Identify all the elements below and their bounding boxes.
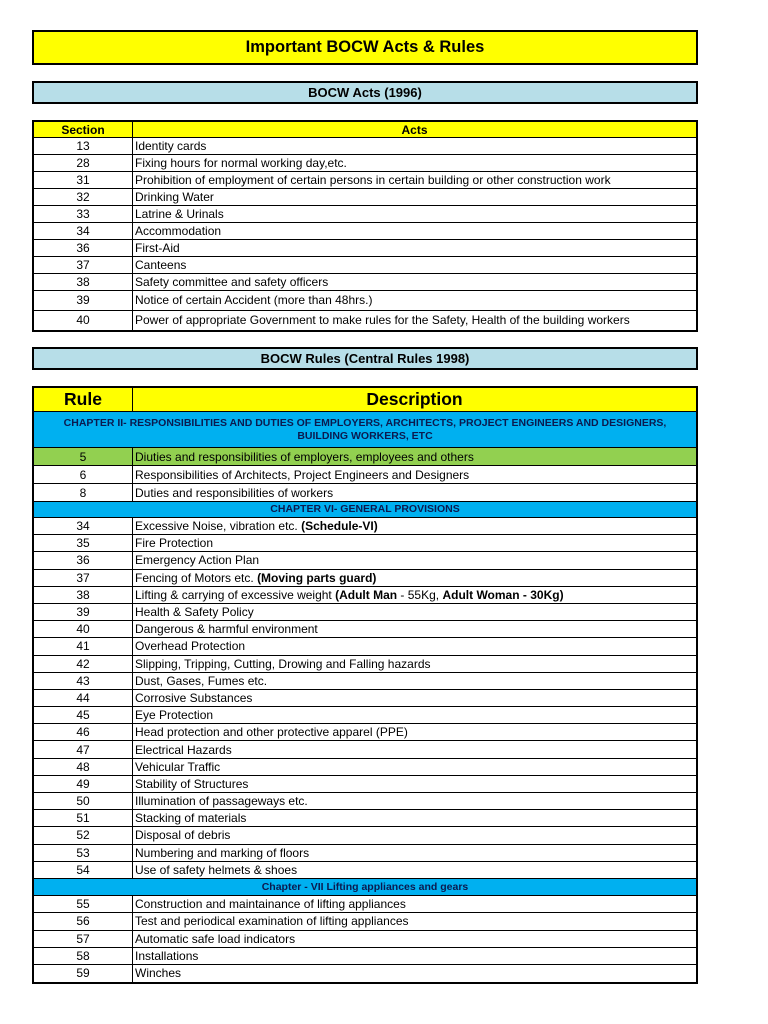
chapter-heading-text: CHAPTER VI- GENERAL PROVISIONS [270,503,460,515]
rule-description-emphasis: - 30Kg) [519,587,564,602]
rules-table-header [34,388,696,412]
rule-number: 36 [34,552,133,568]
rule-row [34,621,696,638]
rule-description [133,965,696,982]
rule-description-text [135,537,213,549]
rule-number: 56 [34,913,133,929]
act-description-text: Identity cards [135,139,207,153]
rule-number: 43 [34,673,133,689]
rule-description-part: Emergency Action Plan [135,553,260,568]
rule-description-text [135,451,474,463]
act-description-text: Drinking Water [135,190,214,204]
act-section-number: 34 [34,223,133,239]
rule-description-text [135,658,431,670]
rule-number: 52 [34,827,133,843]
rule-description-part: Winches [135,966,182,981]
rule-number: 54 [34,862,133,878]
rule-description [133,638,696,654]
rule-number: 35 [34,535,133,551]
act-description [133,172,696,188]
rule-description-part: Fire Protection [135,536,214,551]
rule-number: 38 [34,587,133,603]
rule-description [133,724,696,740]
act-description-text: Safety committee and safety officers [135,275,329,289]
act-section-number: 40 [34,311,133,331]
acts-section-banner [32,81,698,104]
act-description [133,138,696,154]
rule-description-text [135,623,318,635]
act-description [133,206,696,222]
rule-description-part: Stacking of materials [135,811,247,826]
rules-section-banner-text: BOCW Rules (Central Rules 1998) [260,351,470,366]
rule-description-text [135,950,198,962]
rule-description [133,776,696,792]
rule-description [133,827,696,843]
rule-description-text [135,692,252,704]
rule-description [133,690,696,706]
rule-row [34,913,696,930]
rule-description-text [135,812,246,824]
rule-description-part: Excessive Noise, vibration etc. [135,519,302,534]
acts-table [32,120,698,332]
act-section-number: 38 [34,274,133,290]
rule-description [133,707,696,723]
rule-row [34,656,696,673]
rule-description-part: Test and periodical examination of lifting appliances [135,914,409,929]
chapter-heading-text: CHAPTER II- RESPONSIBILITIES AND DUTIES OF EMPLOYERS, ARCHITECTS, PROJECT ENGINEERS AND DESIGNERS, BUILDING WORKERS, ETC [63,416,667,442]
rule-description [133,535,696,551]
rule-description-text [135,864,297,876]
rule-description [133,448,696,465]
rule-description-text [135,640,245,652]
rule-description-text [135,726,408,738]
acts-section-banner-text: BOCW Acts (1996) [308,85,422,100]
rule-description [133,845,696,861]
act-description-text: Notice of certain Accident (more than 48hrs.) [135,293,373,308]
chapter-heading [34,412,696,448]
rule-description-text [135,572,376,584]
rule-row [34,862,696,879]
rule-row [34,707,696,724]
rules-table [32,386,698,984]
rule-description-text [135,829,230,841]
section-column-header: Section [34,122,133,137]
rule-description [133,673,696,689]
rule-description-part: Automatic safe load indicators [135,931,296,946]
rule-row [34,448,696,466]
rule-description [133,913,696,929]
rule-number: 5 [34,448,133,465]
rule-description-part: Illumination of passageways etc. [135,794,308,809]
rule-number: 51 [34,810,133,826]
act-description [133,223,696,239]
act-row [34,206,696,223]
rule-description-text [135,933,295,945]
rule-row [34,552,696,569]
act-description [133,311,696,331]
act-description [133,189,696,205]
act-description [133,274,696,290]
rule-description [133,862,696,878]
act-section-number: 31 [34,172,133,188]
rule-description-part: Vehicular Traffic [135,759,221,774]
rule-row [34,466,696,484]
rule-description-part: Dangerous & harmful environment [135,622,318,637]
rule-number: 57 [34,931,133,947]
rule-description [133,931,696,947]
act-description-text: Latrine & Urinals [135,207,224,221]
rule-description [133,793,696,809]
rule-number: 59 [34,965,133,982]
rule-row [34,673,696,690]
acts-table-header [34,122,696,138]
rule-description [133,604,696,620]
rule-description-text [135,847,309,859]
rule-row [34,793,696,810]
rule-number: 48 [34,759,133,775]
rule-description-text [135,520,378,532]
page-title [32,30,698,65]
rule-description-part: Overhead Protection [135,639,246,654]
rule-number: 47 [34,741,133,757]
rule-description [133,552,696,568]
rule-description-part: Dust, Gases, Fumes etc. [135,673,268,688]
act-description-text: Canteens [135,258,187,272]
rule-number: 55 [34,896,133,912]
acts-table-body [34,138,696,330]
rule-description [133,621,696,637]
rule-row [34,776,696,793]
rule-description-emphasis: Adult Woman [442,587,520,602]
rule-number: 42 [34,656,133,672]
rule-row [34,759,696,776]
rule-description-part: Eye Protection [135,708,214,723]
rule-description-part: Disposal of debris [135,828,231,843]
rule-row [34,587,696,604]
rule-description-part: Slipping, Tripping, Cutting, Drowing and Falling hazards [135,656,431,671]
rule-description [133,896,696,912]
rule-row [34,896,696,913]
acts-column-header [133,122,696,137]
act-row [34,223,696,240]
act-description-text: Prohibition of employment of certain persons in certain building or other construction work [135,173,611,187]
rule-description-part: Corrosive Substances [135,690,253,705]
rule-description-part: Diuties and responsibilities of employers, employees and others [135,449,474,464]
chapter-heading [34,502,696,518]
rule-description-part: Installations [135,948,199,963]
rule-row [34,845,696,862]
rules-section-banner [32,347,698,370]
act-row [34,138,696,155]
rule-row [34,827,696,844]
rule-description-part: Health & Safety Policy [135,605,254,620]
rule-row [34,535,696,552]
rule-description-text [135,778,248,790]
act-section-number: 33 [34,206,133,222]
rule-row [34,931,696,948]
rules-table-body [34,412,696,982]
rule-number: 40 [34,621,133,637]
rule-number: 34 [34,518,133,534]
rule-row [34,570,696,587]
rule-row [34,810,696,827]
rule-description-part: Numbering and marking of floors [135,845,310,860]
rule-description [133,741,696,757]
act-section-number: 39 [34,291,133,310]
chapter-heading [34,879,696,896]
act-row [34,291,696,311]
act-description-text: Accommodation [135,224,222,238]
rule-number: 39 [34,604,133,620]
rule-number: 58 [34,948,133,964]
rule-description [133,518,696,534]
rule-number: 45 [34,707,133,723]
rule-description-part: Fencing of Motors etc. [135,570,258,585]
rule-number: 53 [34,845,133,861]
rule-row [34,741,696,758]
rule-description [133,948,696,964]
rule-description-text [135,744,232,756]
rule-description [133,587,696,603]
act-section-number: 13 [34,138,133,154]
act-row [34,172,696,189]
rule-row [34,948,696,965]
rule-number: 41 [34,638,133,654]
rule-description-emphasis: (Adult Man [335,587,398,602]
rule-row [34,638,696,655]
rule-number: 46 [34,724,133,740]
rule-row [34,518,696,535]
rule-number: 6 [34,466,133,483]
act-section-number: 32 [34,189,133,205]
rule-description [133,466,696,483]
rule-number: 37 [34,570,133,586]
description-column-header-text: Description [366,388,463,409]
act-row [34,257,696,274]
rule-description-text [135,589,564,601]
rule-row [34,724,696,741]
act-description-text: First-Aid [135,241,180,255]
act-row [34,189,696,206]
act-row [34,274,696,291]
rule-description-text [135,554,259,566]
rule-description-part: Lifting & carrying of excessive weight [135,587,336,602]
act-description [133,257,696,273]
rule-description-emphasis: (Schedule-VI) [301,519,378,534]
rule-description-text [135,898,406,910]
rule-row [34,484,696,502]
rule-description-text [135,675,267,687]
rule-column-header: Rule [34,388,133,411]
act-row [34,240,696,257]
rule-number: 8 [34,484,133,501]
rule-description [133,656,696,672]
chapter-heading-text: Chapter - VII Lifting appliances and gears [261,880,469,893]
rule-number: 49 [34,776,133,792]
rule-description-text [135,795,308,807]
act-row [34,311,696,331]
act-row [34,155,696,172]
act-section-number: 36 [34,240,133,256]
rule-description-text [135,487,333,499]
rule-number: 50 [34,793,133,809]
rule-description-text [135,606,254,618]
act-description-text: Fixing hours for normal working day,etc. [135,156,347,170]
rule-description-text [135,761,220,773]
rule-description [133,484,696,501]
rule-description-part: Electrical Hazards [135,742,232,757]
act-description-text: Power of appropriate Government to make rules for the Safety, Health of the building workers [135,313,630,328]
rule-description-text [135,915,409,927]
act-description [133,155,696,171]
rule-row [34,604,696,621]
act-description [133,291,696,310]
description-column-header [133,388,696,411]
act-section-number: 37 [34,257,133,273]
rule-description-text [135,967,181,979]
rule-description [133,810,696,826]
page-title-text: Important BOCW Acts & Rules [245,38,485,56]
rule-description [133,570,696,586]
acts-column-header-text: Acts [401,122,428,137]
act-description [133,240,696,256]
rule-description-text [135,709,213,721]
rule-description-text [135,469,469,481]
rule-description [133,759,696,775]
rule-description-part: Responsibilities of Architects, Project Engineers and Designers [135,467,470,482]
rule-description-part: Duties and responsibilities of workers [135,485,334,500]
act-section-number: 28 [34,155,133,171]
rule-description-part: Construction and maintainance of lifting appliances [135,897,406,912]
rule-description-emphasis: (Moving parts guard) [257,570,377,585]
rule-description-part: - 55Kg, [397,587,443,602]
rule-number: 44 [34,690,133,706]
rule-description-part: Stability of Structures [135,776,249,791]
rule-description-part: Head protection and other protective apparel (PPE) [135,725,408,740]
rule-row [34,690,696,707]
rule-description-part: Use of safety helmets & shoes [135,862,298,877]
rule-row [34,965,696,982]
